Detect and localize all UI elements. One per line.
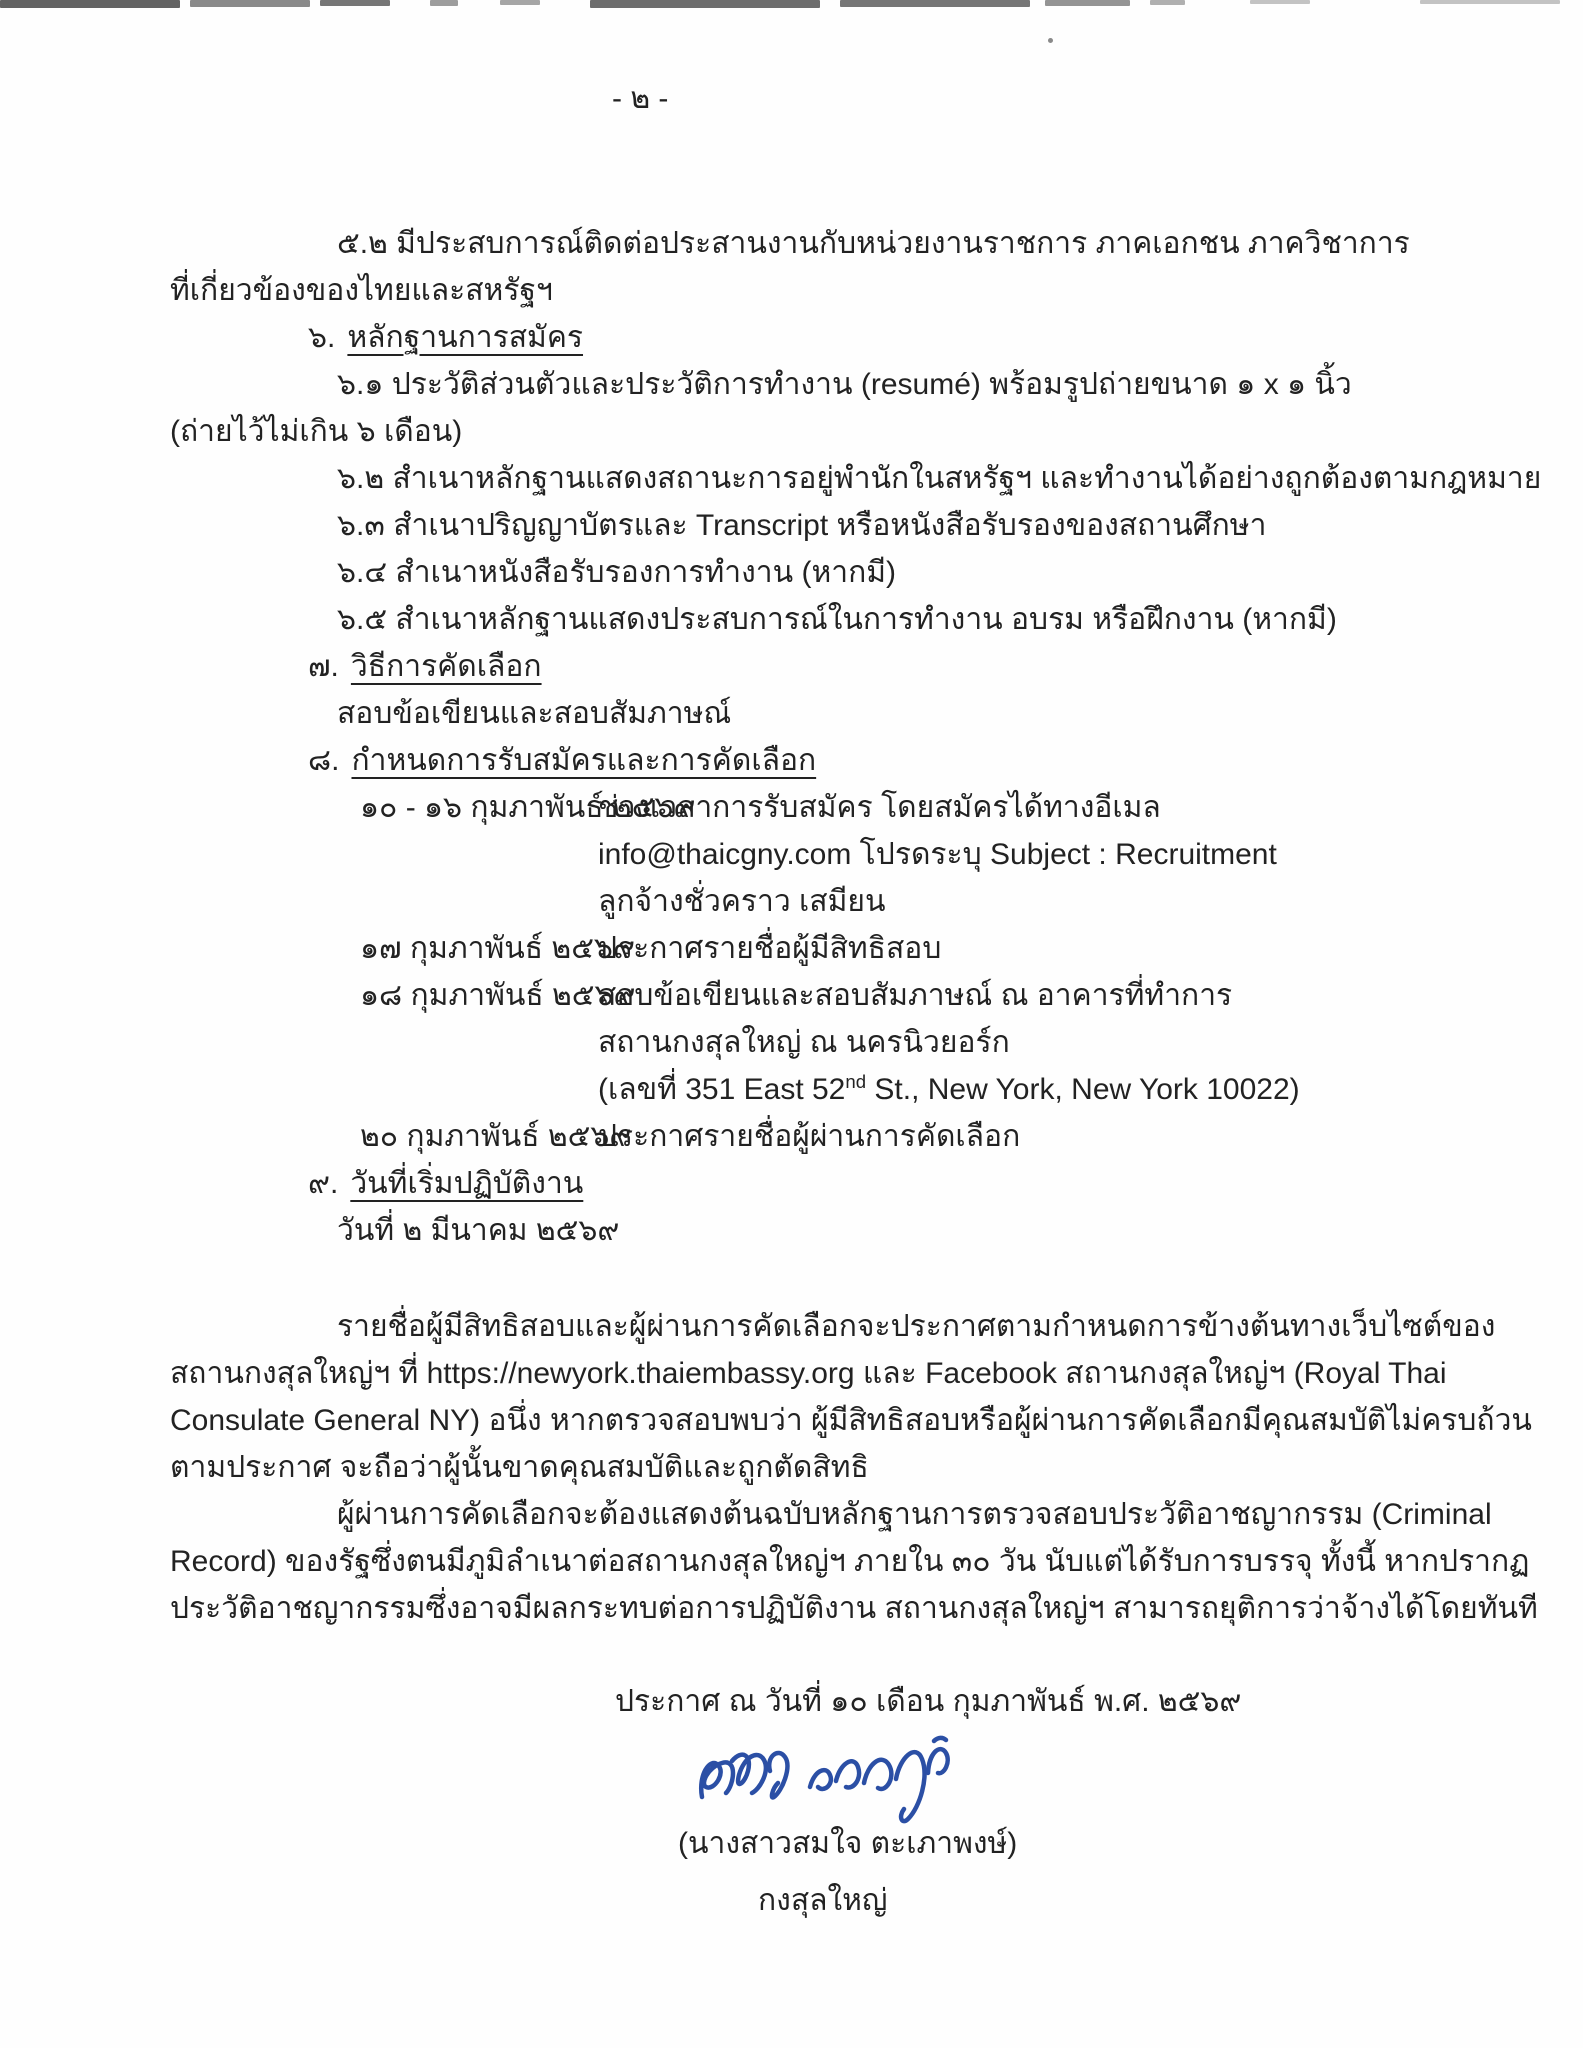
section-9-heading: [0, 1160, 1583, 1207]
section-7-title: วิธีการคัดเลือก: [350, 650, 542, 683]
scan-artifact: [1045, 0, 1130, 6]
section-8-number: ๘.: [308, 744, 340, 777]
scan-artifact: [500, 0, 540, 5]
requirement-item-6-2: ๖.๒ สำเนาหลักฐานแสดงสถานะการอยู่พำนักในสหรัฐฯ และทำงานได้อย่างถูกต้องตามกฎหมาย: [337, 462, 1542, 495]
schedule-date: ๑๗ กุมภาพันธ์ ๒๕๖๙: [360, 932, 635, 965]
selection-method-text: สอบข้อเขียนและสอบสัมภาษณ์: [337, 697, 732, 730]
section-6-title: หลักฐานการสมัคร: [347, 321, 584, 354]
schedule-detail-line: ช่วงเวลาการรับสมัคร โดยสมัครได้ทางอีเมล: [598, 791, 1161, 824]
schedule-detail-line: ประกาศรายชื่อผู้ผ่านการคัดเลือก: [598, 1120, 1021, 1153]
criminal-record-paragraph-line: ประวัติอาชญากรรมซึ่งอาจมีผลกระทบต่อการปฏิบัติงาน สถานกงสุลใหญ่ฯ สามารถยุติการว่าจ้างได้โดยทันที: [170, 1592, 1538, 1625]
schedule-detail: [598, 972, 1583, 1113]
signer-title: กงสุลใหญ่: [758, 1884, 888, 1917]
criminal-record-paragraph-line: Record) ของรัฐซึ่งตนมีภูมิลำเนาต่อสถานกงสุลใหญ่ฯ ภายใน ๓๐ วัน นับแต่ได้รับการบรรจุ ทั้งนี้ หากปรากฏ: [170, 1545, 1530, 1578]
schedule-detail-line: ประกาศรายชื่อผู้มีสิทธิสอบ: [598, 932, 942, 965]
scan-artifact-strip: [0, 0, 1583, 12]
scan-artifact: [190, 0, 310, 7]
announcement-paragraph1-line: ตามประกาศ จะถือว่าผู้นั้นขาดคุณสมบัติและถูกตัดสิทธิ: [170, 1451, 869, 1484]
schedule-detail: [598, 784, 1583, 925]
signature-strokes: [688, 1727, 956, 1835]
closing-date-line: ประกาศ ณ วันที่ ๑๐ เดือน กุมภาพันธ์ พ.ศ. ๒๕๖๙: [615, 1685, 1242, 1718]
announcement-paragraph1-line: สถานกงสุลใหญ่ฯ ที่ https://newyork.thaiembassy.org และ Facebook สถานกงสุลใหญ่ฯ (Royal Thai: [170, 1357, 1447, 1390]
page-number: - ๒ -: [612, 82, 669, 115]
scan-artifact: [1150, 0, 1185, 5]
schedule-row: [0, 925, 1583, 972]
scan-artifact: [0, 0, 180, 8]
scan-artifact: [430, 0, 458, 6]
scan-artifact: [590, 0, 820, 8]
requirement-item-6-1-cont: (ถ่ายไว้ไม่เกิน ๖ เดือน): [170, 415, 463, 448]
announcement-paragraph1-line: Consulate General NY) อนึ่ง หากตรวจสอบพบว่า ผู้มีสิทธิสอบหรือผู้ผ่านการคัดเลือกมีคุณสมบัติไม่ครบถ้วน: [170, 1404, 1532, 1437]
announcement-paragraph1-line: รายชื่อผู้มีสิทธิสอบและผู้ผ่านการคัดเลือกจะประกาศตามกำหนดการข้างต้นทางเว็บไซต์ของ: [337, 1310, 1496, 1343]
section-7-number: ๗.: [308, 650, 339, 683]
requirement-item-6-5: ๖.๕ สำเนาหลักฐานแสดงประสบการณ์ในการทำงาน อบรม หรือฝึกงาน (หากมี): [337, 603, 1337, 636]
clause-5-2-line1: ๕.๒ มีประสบการณ์ติดต่อประสานงานกับหน่วยงานราชการ ภาคเอกชน ภาควิชาการ: [337, 227, 1410, 260]
schedule-date: ๑๘ กุมภาพันธ์ ๒๕๖๙: [360, 979, 636, 1012]
schedule-detail: [598, 925, 1583, 972]
address-prefix: (เลขที่ 351 East 52: [598, 1073, 846, 1106]
schedule-row: [0, 784, 1583, 925]
schedule-date: ๑๐ - ๑๖ กุมภาพันธ์ ๒๕๖๙: [360, 791, 696, 824]
section-9-number: ๙.: [308, 1167, 339, 1200]
schedule-row: [0, 972, 1583, 1113]
requirement-item-6-3: ๖.๓ สำเนาปริญญาบัตรและ Transcript หรือหนังสือรับรองของสถานศึกษา: [337, 509, 1267, 542]
scan-speck: [1048, 38, 1053, 43]
schedule-row: [0, 1113, 1583, 1160]
section-6-heading: [0, 314, 1583, 361]
scan-artifact: [840, 0, 1030, 7]
section-7-heading: [0, 643, 1583, 690]
section-8-heading: [0, 737, 1583, 784]
schedule-detail-line: info@thaicgny.com โปรดระบุ Subject : Recruitment: [598, 838, 1277, 871]
requirement-item-6-4: ๖.๔ สำเนาหนังสือรับรองการทำงาน (หากมี): [337, 556, 896, 589]
start-date-text: วันที่ ๒ มีนาคม ๒๕๖๙: [337, 1214, 620, 1247]
schedule-detail-line: สอบข้อเขียนและสอบสัมภาษณ์ ณ อาคารที่ทำการ: [598, 979, 1233, 1012]
address-ordinal-suffix: nd: [845, 1071, 867, 1092]
scan-artifact: [320, 0, 390, 6]
signature-handwriting: [688, 1727, 956, 1835]
address-suffix: St., New York, New York 10022): [866, 1073, 1300, 1106]
section-9-title: วันที่เริ่มปฏิบัติงาน: [350, 1167, 584, 1200]
schedule-date: ๒๐ กุมภาพันธ์ ๒๕๖๙: [360, 1120, 632, 1153]
scan-artifact: [1420, 0, 1560, 4]
clause-5-2-line2: ที่เกี่ยวข้องของไทยและสหรัฐฯ: [170, 274, 553, 307]
section-6-number: ๖.: [308, 321, 336, 354]
section-8-title: กำหนดการรับสมัครและการคัดเลือก: [351, 744, 817, 777]
consulate-address-line: [598, 1066, 1583, 1113]
schedule-detail: [598, 1113, 1583, 1160]
signer-name: (นางสาวสมใจ ตะเภาพงษ์): [678, 1827, 1018, 1860]
scan-artifact: [1250, 0, 1310, 4]
schedule-detail-line: ลูกจ้างชั่วคราว เสมียน: [598, 885, 886, 918]
schedule-detail-line: สถานกงสุลใหญ่ ณ นครนิวยอร์ก: [598, 1026, 1010, 1059]
criminal-record-paragraph-line: ผู้ผ่านการคัดเลือกจะต้องแสดงต้นฉบับหลักฐานการตรวจสอบประวัติอาชญากรรม (Criminal: [337, 1498, 1492, 1531]
requirement-item-6-1: ๖.๑ ประวัติส่วนตัวและประวัติการทำงาน (resumé) พร้อมรูปถ่ายขนาด ๑ x ๑ นิ้ว: [337, 368, 1352, 401]
